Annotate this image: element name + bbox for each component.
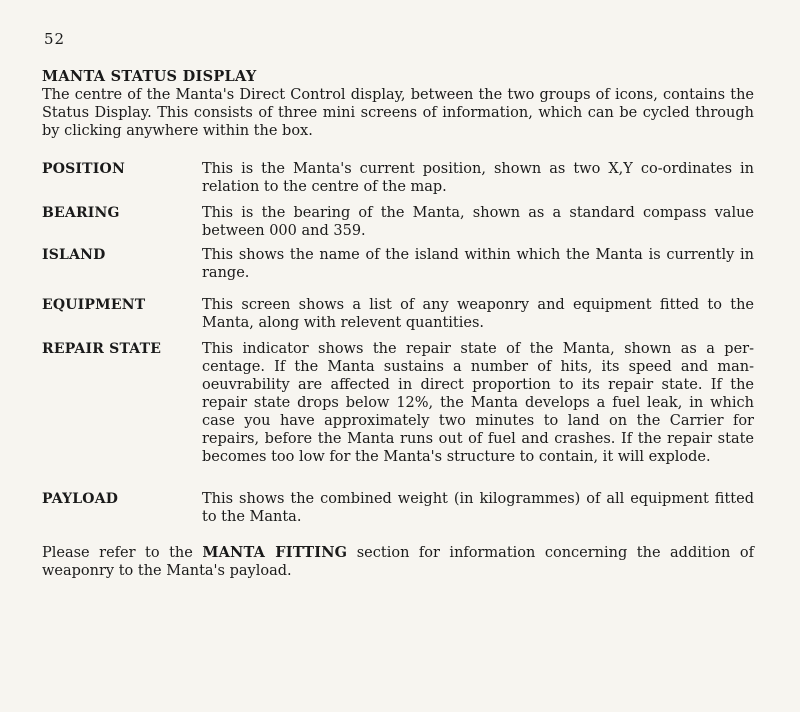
footer-note (42, 544, 754, 580)
entry-equipment (42, 296, 754, 332)
term-repair-state: REPAIR STATE (42, 341, 162, 357)
section-intro: The centre of the Manta's Direct Control display, between the two groups of icons, contains the Status Display. This consists of three mini screens of information, which can be cycled through by clicking anywhere within the box. (42, 87, 754, 139)
footer-section-reference: MANTA FITTING (202, 544, 348, 561)
entry-bearing (42, 204, 754, 240)
term-island: ISLAND (42, 247, 106, 263)
term-position: POSITION (42, 161, 125, 177)
term-payload: PAYLOAD (42, 491, 119, 507)
desc-position: This is the Manta's current position, shown as two X,Y co-ordinates in relation to the centre of the map. (202, 161, 754, 195)
desc-payload: This shows the combined weight (in kilogrammes) of all equipment fitted to the Manta. (202, 491, 754, 525)
desc-repair-state: This indicator shows the repair state of the Manta, shown as a per-centage. If the Manta sustains a number of hits, its speed and man-oeuvrability are affected in direct proportion to its repair state. If the repair state drops below 12%, the Manta develops a fuel leak, in which case you have approximately two minutes to land on the Carrier for repairs, before the Manta runs out of fuel and crashes. If the repair state becomes too low for the Manta's structure to contain, it will explode. (202, 341, 754, 465)
entry-position (42, 160, 754, 196)
desc-island: This shows the name of the island within which the Manta is currently in range. (202, 247, 754, 281)
term-equipment: EQUIPMENT (42, 297, 146, 313)
entry-island (42, 246, 754, 282)
section-title: MANTA STATUS DISPLAY (42, 68, 257, 85)
footer-suffix: section for information concerning the addition of weaponry to the Manta's payload. (42, 545, 754, 579)
footer-prefix: Please refer to the (42, 545, 203, 561)
entry-payload (42, 490, 754, 526)
entry-repair-state (42, 340, 754, 466)
desc-equipment: This screen shows a list of any weaponry and equipment fitted to the Manta, along with relevent quantities. (202, 297, 754, 331)
term-bearing: BEARING (42, 205, 120, 221)
page-number: 52 (44, 30, 66, 48)
desc-bearing: This is the bearing of the Manta, shown as a standard compass value between 000 and 359. (202, 205, 754, 239)
